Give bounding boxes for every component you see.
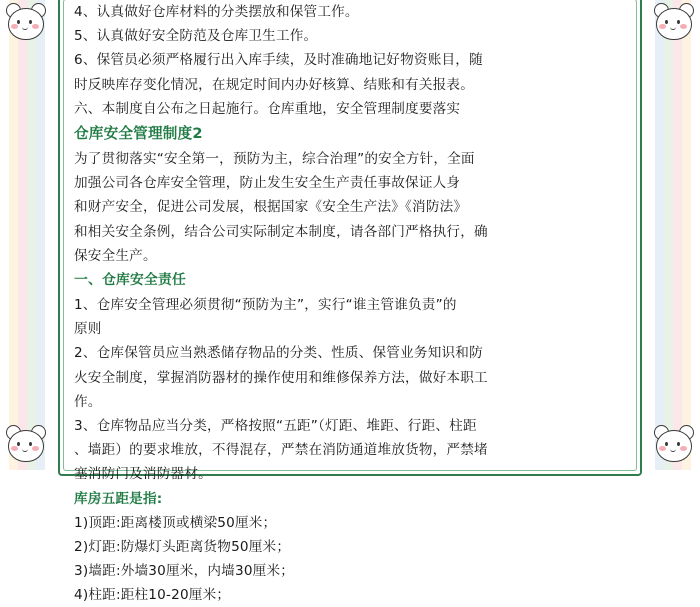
doc-line: 1、仓库安全管理必须贯彻“预防为主”，实行“谁主管谁负责”的 [74, 297, 457, 314]
stripe-left-1 [0, 0, 9, 470]
stripe-left-6 [45, 0, 54, 470]
doc-line: 1)顶距:距离楼顶或横梁50厘米； [74, 514, 277, 531]
document-text-body [74, 0, 626, 607]
doc-line: 和相关安全条例，结合公司实际制定本制度，请各部门严格执行，确 [74, 223, 488, 240]
doc-line: 加强公司各仓库安全管理，防止发生安全生产责任事故保证人身 [74, 175, 461, 192]
bear-doodle-bottom-right [652, 426, 696, 466]
stripe-left-2 [9, 0, 18, 470]
doc-line: 保安全生产。 [74, 247, 157, 264]
doc-heading-sub: 库房五距是指: [74, 490, 163, 507]
doc-line: 火安全制度，掌握消防器材的操作使用和维修保养方法，做好本职工 [74, 369, 488, 386]
doc-line: 6、保管员必须严格履行出入库手续，及时准确地记好物资账目，随 [74, 52, 483, 69]
stripe-right-1 [646, 0, 655, 470]
bear-doodle-top-left [4, 4, 48, 44]
doc-line: 3)墙距:外墙30厘米，内墙30厘米； [74, 563, 295, 580]
stripe-right-2 [655, 0, 664, 470]
right-decorative-border [646, 0, 700, 470]
doc-line: 2)灯距:防爆灯头距离货物50厘米； [74, 538, 291, 555]
doc-line: 4、认真做好仓库材料的分类摆放和保管工作。 [74, 4, 359, 20]
stripe-right-3 [664, 0, 673, 470]
stripe-left-5 [36, 0, 45, 470]
stripe-right-5 [682, 0, 691, 470]
doc-line: 5、认真做好安全防范及仓库卫生工作。 [74, 28, 318, 45]
doc-line: 六、本制度自公布之日起施行。仓库重地，安全管理制度要落实 [74, 100, 461, 117]
doc-line: 2、仓库保管员应当熟悉储存物品的分类、性质、保管业务知识和防 [74, 345, 483, 362]
stripe-left-4 [27, 0, 36, 470]
doc-line: 4)柱距:距柱10-20厘米； [74, 587, 231, 604]
doc-line: 作。 [74, 393, 102, 410]
document-content [74, 0, 626, 604]
stripe-right-4 [673, 0, 682, 470]
left-decorative-border [0, 0, 54, 470]
bear-doodle-bottom-left [4, 426, 48, 466]
doc-line: 3、仓库物品应当分类，严格按照“五距”（灯距、堆距、行距、柱距 [74, 418, 477, 435]
doc-line: 原则 [74, 321, 102, 338]
doc-heading-section: 一、仓库安全责任 [74, 272, 186, 289]
doc-line: 时反映库存变化情况，在规定时间内办好核算、结账和有关报表。 [74, 76, 475, 93]
doc-line: 为了贯彻落实“安全第一，预防为主，综合治理”的安全方针，全面 [74, 151, 475, 168]
doc-line: 和财产安全，促进公司发展，根据国家《安全生产法》《消防法》 [74, 199, 468, 216]
bear-doodle-top-right [652, 4, 696, 44]
doc-heading-main: 仓库安全管理制度2 [74, 125, 203, 143]
stripe-right-6 [691, 0, 700, 470]
doc-line: 、墙距）的要求堆放，不得混存，严禁在消防通道堆放货物，严禁堵 [74, 442, 488, 459]
stripe-left-3 [18, 0, 27, 470]
doc-line: 塞消防门及消防器材。 [74, 466, 212, 483]
